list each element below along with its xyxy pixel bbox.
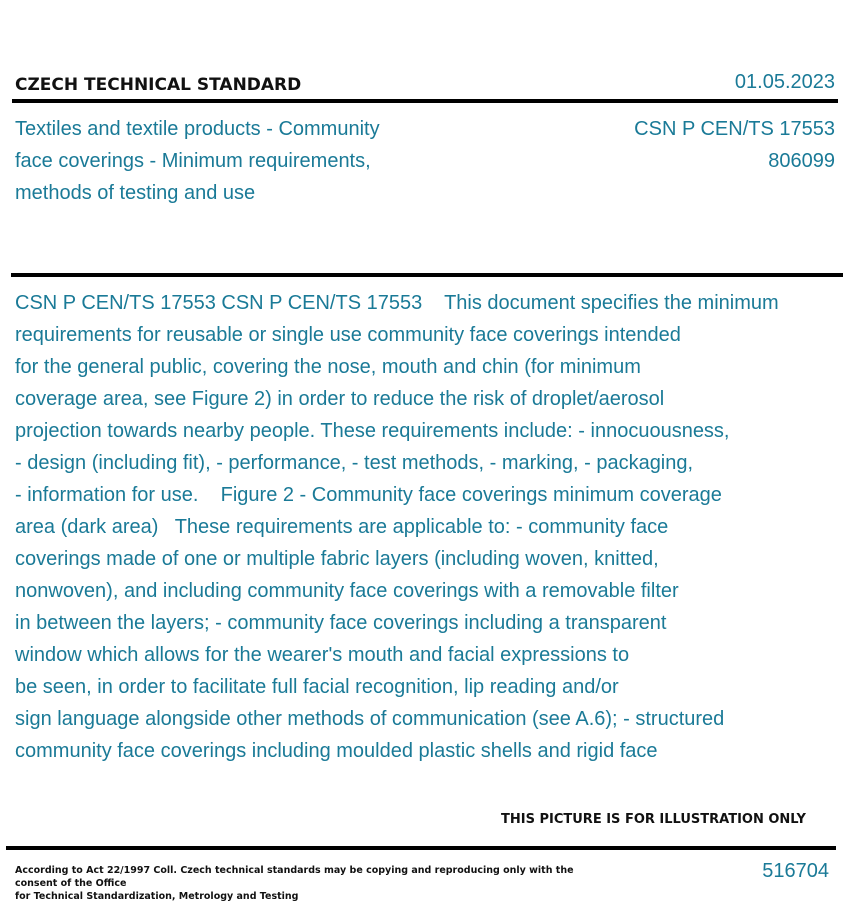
abstract-line: area (dark area) These requirements are applicable to: - community face: [15, 516, 669, 538]
catalog-number: 516704: [762, 860, 829, 882]
abstract-line: coverings made of one or multiple fabric layers (including woven, knitted,: [15, 548, 659, 570]
abstract-line: coverage area, see Figure 2) in order to reduce the risk of droplet/aerosol: [15, 388, 665, 410]
abstract-text: [15, 287, 779, 767]
abstract-line: - design (including fit), - performance, - test methods, - marking, - packaging,: [15, 452, 694, 474]
standard-identifiers: [634, 113, 835, 177]
abstract-line: community face coverings including moulded plastic shells and rigid face: [15, 740, 658, 762]
abstract-line: for the general public, covering the nose, mouth and chin (for minimum: [15, 356, 641, 378]
abstract-line: - information for use. Figure 2 - Community face coverings minimum coverage: [15, 484, 722, 506]
standard-code: CSN P CEN/TS 17553: [634, 118, 835, 140]
copyright-line: for Technical Standardization, Metrology and Testing: [15, 891, 299, 902]
footer-rule: [6, 846, 836, 850]
title-line: Textiles and textile products - Community: [15, 118, 380, 140]
document-type-label: CZECH TECHNICAL STANDARD: [15, 75, 302, 95]
abstract-line: be seen, in order to facilitate full facial recognition, lip reading and/or: [15, 676, 619, 698]
title-rule: [11, 273, 843, 277]
copyright-line: According to Act 22/1997 Coll. Czech technical standards may be copying and reproducing only with the consent of the Office: [15, 865, 574, 889]
copyright-notice: [15, 864, 595, 903]
abstract-line: sign language alongside other methods of communication (see A.6); - structured: [15, 708, 725, 730]
title-line: face coverings - Minimum requirements,: [15, 150, 371, 172]
title-line: methods of testing and use: [15, 182, 256, 204]
header-rule: [12, 99, 838, 103]
abstract-line: window which allows for the wearer's mouth and facial expressions to: [15, 644, 630, 666]
publication-date: 01.05.2023: [734, 71, 835, 93]
abstract-line: nonwoven), and including community face coverings with a removable filter: [15, 580, 679, 602]
classification-number: 806099: [768, 150, 835, 172]
abstract-line: projection towards nearby people. These requirements include: - innocuousness,: [15, 420, 730, 442]
abstract-line: CSN P CEN/TS 17553 CSN P CEN/TS 17553 This document specifies the minimum: [15, 292, 779, 314]
standard-title: [15, 113, 455, 209]
abstract-line: in between the layers; - community face coverings including a transparent: [15, 612, 667, 634]
illustration-notice: THIS PICTURE IS FOR ILLUSTRATION ONLY: [501, 812, 806, 827]
abstract-line: requirements for reusable or single use community face coverings intended: [15, 324, 681, 346]
